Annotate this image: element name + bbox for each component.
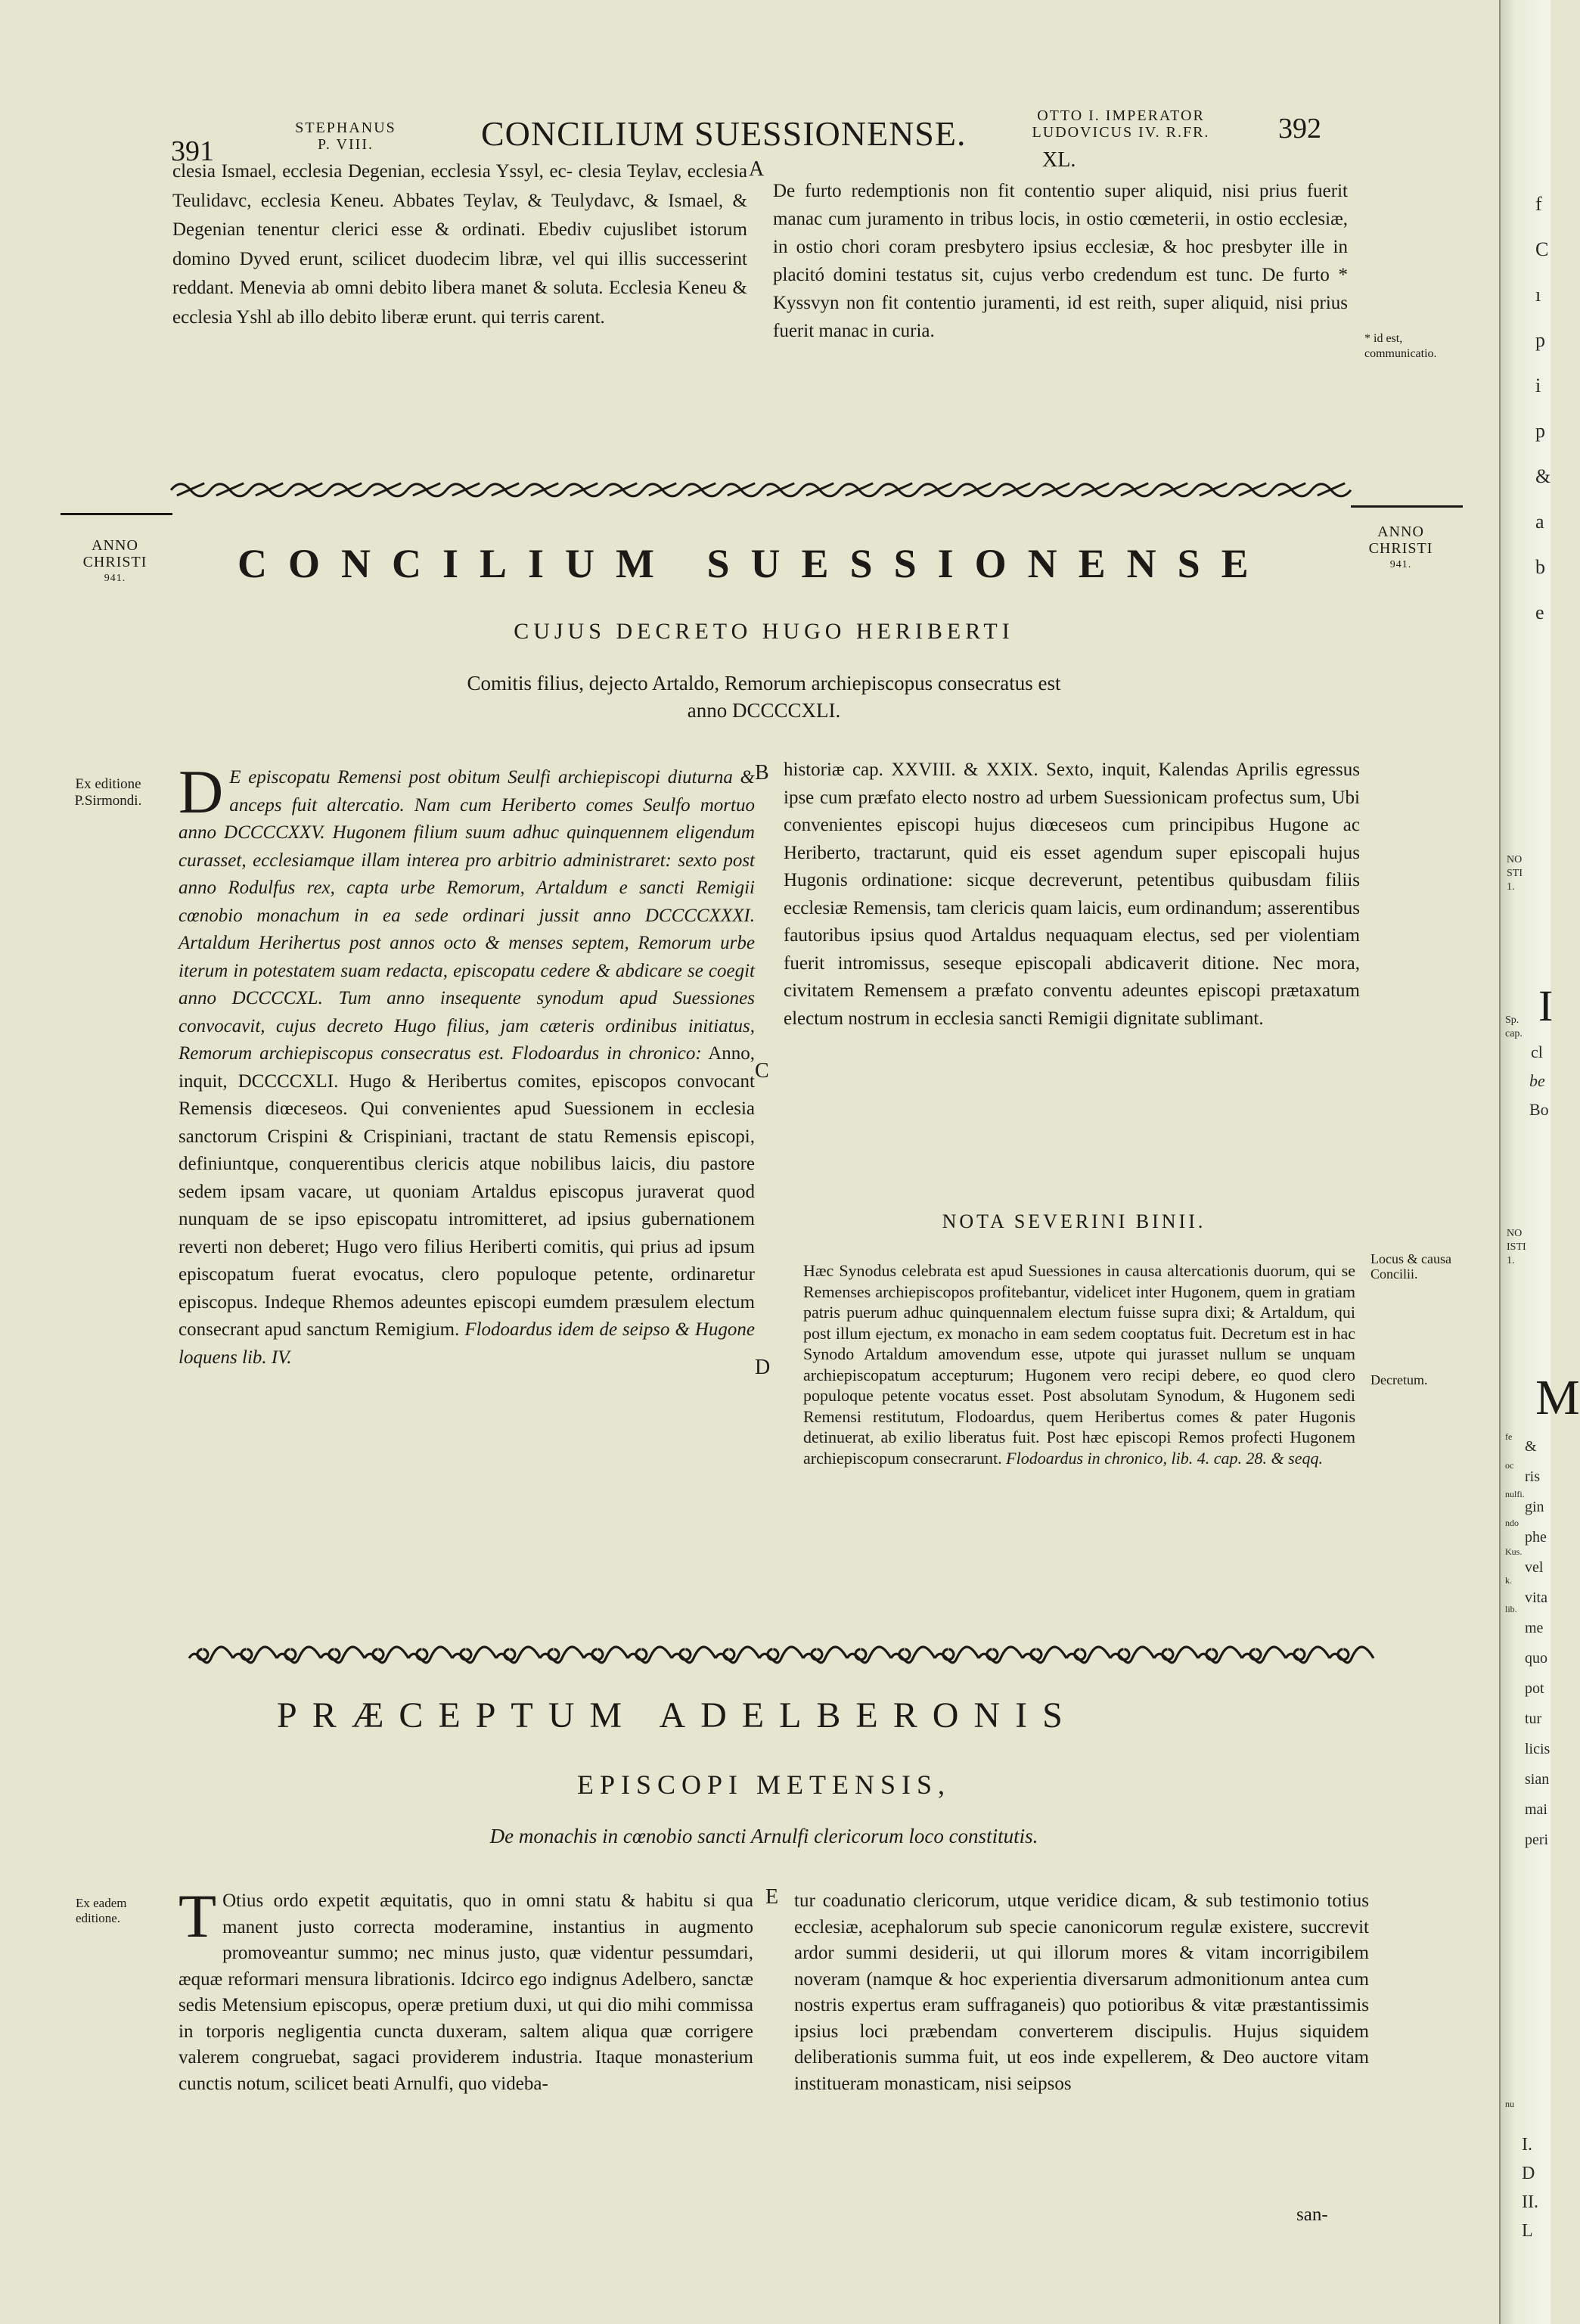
note-reference: Flodoardus in chronico, lib. 4. cap. 28. & seqq.: [1006, 1448, 1323, 1468]
facing-side-word: ndo: [1505, 1518, 1519, 1528]
ornament-motif: [997, 483, 1036, 496]
facing-no-line: 1.: [1507, 1255, 1515, 1266]
ornament-motif: [1242, 1647, 1286, 1663]
facing-sp-line: Sp.: [1505, 1014, 1519, 1026]
facing-side-word: oc: [1505, 1460, 1514, 1471]
facing-side-word: fe: [1505, 1431, 1513, 1442]
ornament-motif: [1154, 1647, 1198, 1663]
ornament-motif: [759, 1647, 803, 1663]
praeceptum-left-column: [178, 1881, 753, 2097]
ornament-motif: [918, 483, 958, 496]
dropcap-d: D: [178, 757, 224, 826]
margin-letter-c: C: [755, 1059, 769, 1083]
anno-left-line3: 941.: [104, 573, 126, 584]
ornament-motif: [643, 483, 682, 496]
facing-roman: [1522, 2130, 1549, 2245]
ornament-motif: [840, 483, 879, 496]
ornament-motif: [722, 483, 761, 496]
note-text: Hæc Synodus celebrata est apud Suessiones in causa altercationis duorum, qui se Remenses archiepiscopos profitebantur, videlicet inter Hugonem, quem in gratiam patris puerum adhuc quinquennalem electum fuisse supra dixi; & Artaldum, qui post illum ejectum, ex monacho in eam sedem cooptatus fuit. Decretum est in hac Synodo Artaldum amovendum esse, utpote qui jurasset nullum se unquam archiepiscopatum accepturum; Hugonem vero recipi debere, eo quod clero populoque petente vocatus esset. Post absolutam Synodum, & Hugonem sedi Remensi restitutum, Flodoardus, quem Heribertus comes & pater Hugonis detinuerat, ab exilio liberatus fuit. Post hæc episcopi Remos profecti Hugonem archiepiscopum consecrarunt.: [803, 1261, 1355, 1468]
ornament-motif: [1233, 483, 1272, 496]
ornament-motif: [525, 483, 564, 496]
facing-bottom-small: nu: [1505, 2099, 1514, 2109]
dropcap-t: T: [178, 1881, 217, 1950]
facing-roman-line: II. L: [1522, 2192, 1538, 2241]
facing-side-word: Kus.: [1505, 1546, 1523, 1557]
ornament-motif: [277, 1647, 321, 1663]
section-number: XL.: [1042, 148, 1076, 172]
ornament-motif: [803, 1647, 847, 1663]
facing-line: b: [1535, 556, 1545, 578]
ornament-motif: [171, 483, 210, 496]
facing-line: &: [1535, 465, 1551, 487]
top-left-column: clesia Ismael, ecclesia Degenian, ecclesia Yssyl, ec- clesia Teylav, ecclesia Teulidavc, ecclesia Keneu. Abbates Teylav, & Teulydavc, & Ismael, & Degenian tenentur clerici esse & ordinati. Ebediv cujuslibet istorum domino Dyved erunt, scilicet duodecim libræ, vel qui illis successerint reddant. Menevia ab omni debito libera manet & soluta. Ecclesia Keneu & ecclesia Yshl ab illo debito liberæ erunt. qui terris carent.: [172, 161, 747, 328]
facing-sp-line: cap.: [1505, 1028, 1523, 1039]
catchword: san-: [1296, 2204, 1328, 2225]
ornament-motif: [1194, 483, 1233, 496]
facing-word: vita: [1525, 1589, 1547, 1606]
note-body: [803, 1260, 1355, 1468]
facing-side-word: lib.: [1505, 1604, 1517, 1614]
facing-word: phe: [1525, 1529, 1547, 1546]
facing-word: tur: [1525, 1710, 1542, 1727]
facing-no-line: ISTI: [1507, 1241, 1526, 1253]
facing-line: p: [1535, 329, 1545, 351]
facing-cl: cl: [1531, 1042, 1543, 1061]
praeceptum-right-column: tur coadunatio clericorum, utque veridice dicam, & sub testimonio totius ecclesiæ, acephalorum sub specie canonicorum regulæ existere, succrevit ardor summi desiderii, ut qui illorum mores & vitam incorrigibilem noveram (namque & hoc experientia diversarum admonitionum antea cum nostris expertus eram suffraganeis) quo potioribus & vitæ præstantissimis ipsius loci præbendam converterem discipulis. Hujus siquidem deliberationis summa fuit, ut eos inde expellerem, & Deo auctore vitam institueram monasticam, nisi seipsos: [794, 1891, 1369, 2094]
facing-sp-fragment: [1505, 1014, 1523, 1041]
running-title: CONCILIUM SUESSIONENSE.: [481, 114, 967, 153]
ornament-motif: [958, 483, 997, 496]
ornament-motif: [368, 483, 407, 496]
ornament-motif: [496, 1647, 540, 1663]
ornament-motif: [847, 1647, 891, 1663]
ornament-motif: [761, 483, 800, 496]
facing-words: [1525, 1431, 1550, 1855]
facing-word: sian: [1525, 1771, 1550, 1788]
ornament-motif: [1115, 483, 1154, 496]
ornament-motif: [800, 483, 840, 496]
ornament-motif: [452, 1647, 496, 1663]
facing-bo: Bo: [1529, 1100, 1549, 1119]
facing-word: pot: [1525, 1680, 1544, 1697]
ornament-motif: [564, 483, 604, 496]
anno-right: [1355, 524, 1446, 573]
facing-word: & ris: [1525, 1438, 1540, 1485]
ornament-motif: [1066, 1647, 1110, 1663]
facing-line: e: [1535, 601, 1544, 623]
council-subtitle-line2: Comitis filius, dejecto Artaldo, Remorum archiepiscopus consecratus est: [467, 672, 1061, 694]
council-left-italic: E episcopatu Remensi post obitum Seulfi archiepiscopi diuturna & anceps fuit altercatio. Nam cum Heriberto comes Seulfo mortuo anno DCCCCXXV. Hugonem filium suum adhuc quinquennem eligendum curasset, ecclesiamque illam interea pro arbitrio administraret: sexto post anno Rodulfus rex, capta urbe Remorum, Artaldum e sancti Remigii cœnobio monachum in ea sede ordinari jussit anno DCCCCXXXI. Artaldum Herihertus post annos octo & menses septem, Remorum urbe iterum in potestatem suam redacta, episcopatu cedere & abdicare se coegit anno DCCCCXL. Tum anno insequente synodum apud Suessiones convocavit, cujus decreto Hugo filius, jam cæteris ordinibus initiatus, Remorum archiepiscopus consecratus est. Flodoardus in chronico:: [178, 767, 755, 1064]
praeceptum-title: PRÆCEPTUM ADELBERONIS: [277, 1695, 1078, 1735]
ornament-motif: [1330, 1647, 1374, 1663]
ornament-motif: [979, 1647, 1023, 1663]
facing-word: gin: [1525, 1499, 1544, 1515]
margin-note-decretum: Decretum.: [1370, 1372, 1428, 1387]
facing-word: quo: [1525, 1650, 1547, 1667]
facing-page-fragment-lines: [1535, 182, 1549, 635]
ornament-motif: [1023, 1647, 1066, 1663]
facing-anno-line: 1.: [1507, 881, 1515, 893]
facing-line: a: [1535, 511, 1544, 533]
margin-note-id-est: * id est, communicatio.: [1364, 332, 1437, 360]
ornament-motif: [365, 1647, 408, 1663]
ornament-motif: [328, 483, 368, 496]
facing-no-line: NO: [1507, 1228, 1523, 1239]
facing-word: mai: [1525, 1801, 1547, 1818]
anno-left-line2: CHRISTI: [82, 554, 147, 570]
ornament-motif: [1311, 483, 1351, 496]
ornament-motif: [1286, 1647, 1330, 1663]
council-left-column: [178, 757, 755, 1372]
ornament-motif: [289, 483, 328, 496]
praeceptum-subtitle-italic: De monachis in cœnobio sancti Arnulfi clericorum loco constitutis.: [489, 1825, 1038, 1847]
ornament-motif: [891, 1647, 935, 1663]
council-subtitle-caps: CUJUS DECRETO HUGO HERIBERTI: [514, 619, 1014, 644]
ornament-motif: [1154, 483, 1194, 496]
ornament-motif: [1110, 1647, 1154, 1663]
facing-anno-line: STI: [1507, 868, 1523, 879]
facing-line: C: [1535, 238, 1549, 260]
rule-right: [1351, 505, 1463, 508]
ornament-motif: [486, 483, 525, 496]
praeceptum-subtitle-caps: EPISCOPI METENSIS,: [576, 1769, 951, 1800]
ornament-motif: [682, 483, 722, 496]
facing-word: licis: [1525, 1741, 1551, 1757]
facing-line: ı: [1535, 284, 1541, 306]
facing-side-small: [1505, 1422, 1525, 1623]
facing-word: me: [1525, 1620, 1544, 1636]
ornament-motif: [628, 1647, 672, 1663]
running-head-left-line1: STEPHANUS: [295, 120, 396, 136]
facing-anno-fragment: [1507, 853, 1523, 894]
margin-letter-b: B: [755, 761, 769, 785]
ornament-motif: [233, 1647, 277, 1663]
ornament-motif: [321, 1647, 365, 1663]
margin-note-locus: Locus & causa Concilii.: [1370, 1251, 1451, 1282]
council-left-roman: Anno, inquit, DCCCCXLI. Hugo & Heribertus comites, episcopos convocant Remensis diœceseos. Qui convenientes apud Suessionem in ecclesia sanctorum Crispini & Crispiniani, tractant de statu Remensis episcopi, definiuntque, conquerentibus clericis atque nobilibus laicis, diu pastore sedem ipsam vacare, ut quoniam Artaldus episcopus juraverat quod nunquam de se ipso episcopatu intromitteret, ad ipsius gubernationem reverti non deberet; Hugo vero filius Heriberti comitis, qui prius ad ipsum episcopatum fuerat evocatus, clero populoque petente, ordinaretur episcopus. Indeque Rhemos adeuntes episcopi eumdem præsulem electum consecrant apud sanctum Remigium.: [178, 1043, 755, 1340]
anno-left: [70, 537, 160, 587]
page-number-right: 392: [1278, 113, 1321, 144]
note-heading: NOTA SEVERINI BINII.: [942, 1210, 1206, 1232]
ornament-motif: [250, 483, 289, 496]
facing-roman-line: I. D: [1522, 2135, 1535, 2183]
ornament-motif: [879, 483, 918, 496]
margin-letter-e: E: [765, 1885, 779, 1909]
ornament-motif: [672, 1647, 716, 1663]
council-right-column: historiæ cap. XXVIII. & XXIX. Sexto, inquit, Kalendas Aprilis egressus ipse cum præfato electo nostro ad urbem Suessionicam profectus sum, Ubi convenientes episcopi hujus diœceseos cum principibus Hugone ac Heriberto, tractarunt, quid eis esset agendum super episcopali hujus Hugonis ordinatione: sicque decreverunt, petentibus quibusdam filiis ecclesiæ Remensis, tam clericis quam laicis, eum ordinandum; asserentibus fautoribus ipsius quod Artaldus nequaquam electus, sed per violentiam fuerit intromissus, seseque episcopali abdicaverit ditione. Nec mora, civitatem Remensem a præfato conventu adeuntes episcopi prætaxatum electum nostrum in ecclesia sancti Remigii dignitate sublimant.: [784, 760, 1360, 1029]
facing-side-word: k.: [1505, 1575, 1512, 1586]
facing-no-fragment: [1507, 1227, 1526, 1268]
facing-cap-letter: I: [1538, 981, 1554, 1030]
running-head-left-line2: P. VIII.: [318, 136, 374, 153]
facing-be: be: [1529, 1071, 1545, 1090]
ornamental-rule-middle: [189, 1643, 1331, 1673]
facing-m-letter: M: [1535, 1370, 1580, 1425]
ornament-motif: [1198, 1647, 1242, 1663]
running-head-left: [281, 120, 410, 153]
council-subtitle-line3: anno DCCCCXLI.: [687, 699, 841, 722]
ornament-motif: [584, 1647, 628, 1663]
running-head-right-line1: OTTO I. IMPERATOR: [1037, 107, 1205, 124]
anno-right-line2: CHRISTI: [1368, 540, 1433, 557]
ornament-motif: [935, 1647, 979, 1663]
ornament-motif: [1272, 483, 1311, 496]
facing-word: vel: [1525, 1559, 1544, 1576]
margin-letter-d: D: [755, 1356, 771, 1379]
anno-left-line1: ANNO: [92, 537, 138, 554]
facing-word: peri: [1525, 1832, 1549, 1848]
ornament-motif: [446, 483, 486, 496]
facing-line: i: [1535, 374, 1541, 396]
ornament-motif: [189, 1647, 233, 1663]
running-head-right-line2: LUDOVICUS IV. R.FR.: [1032, 124, 1210, 141]
ornament-motif: [604, 483, 643, 496]
top-right-column: De furto redemptionis non fit contentio super aliquid, nisi prius fuerit manac cum juramento in tribus locis, in ostio cœmeterii, in ostio ecclesiæ, in ostio chori coram presbytero ipsius ecclesiæ, & hoc presbyter ille in placitó domini testatus sit, cujus verbo credendum est tunc. De furto * Kyssvyn non fit contentio juramenti, id est reith, super aliquid, nisi prius fuerit manac in curia.: [773, 181, 1348, 341]
ornament-motif: [210, 483, 250, 496]
margin-note-ex-eadem: Ex eadem editione.: [76, 1896, 127, 1925]
margin-letter-a: A: [749, 157, 765, 181]
facing-anno-line: NO: [1507, 854, 1523, 865]
margin-note-ex-editione: Ex editione P.Sirmondi.: [74, 776, 142, 809]
ornament-motif: [716, 1647, 759, 1663]
praeceptum-left-text: Otius ordo expetit æquitatis, quo in omni statu & habitu si qua manent justo correcta moderamine, instantius in augmento promoveantur summo; nec minus justo, quæ videntur pessumdari, æquæ reformari mensura librationis. Idcirco ego indignus Adelbero, sanctæ sedis Metensium episcopus, operæ pretium duxi, ut qui dio mihi commissa in torporis negligentia cuncta duxeram, saltem aliqua quæ corrigere valerem congruebat, sagaci providerem industria. Itaque monasterium cunctis notum, scilicet beati Arnulfi, quo videba-: [178, 1891, 753, 2094]
anno-right-line1: ANNO: [1377, 524, 1424, 540]
council-left-tail: Flodoardus idem de seipso & Hugone loquens lib. IV.: [178, 1319, 755, 1368]
rule-left: [61, 513, 172, 515]
ornament-motif: [1076, 483, 1115, 496]
facing-line: p: [1535, 420, 1545, 442]
council-title: CONCILIUM SUESSIONENSE: [237, 541, 1270, 586]
ornament-motif: [1036, 483, 1076, 496]
anno-right-line3: 941.: [1389, 559, 1412, 570]
ornament-motif: [407, 483, 446, 496]
ornament-motif: [408, 1647, 452, 1663]
facing-side-word: nulfi.: [1505, 1489, 1525, 1499]
facing-line: f: [1535, 193, 1542, 215]
ornament-motif: [540, 1647, 584, 1663]
ornamental-rule-top: [171, 475, 1351, 502]
page-number-left: 391: [171, 135, 214, 167]
running-head-right: [1000, 107, 1242, 141]
